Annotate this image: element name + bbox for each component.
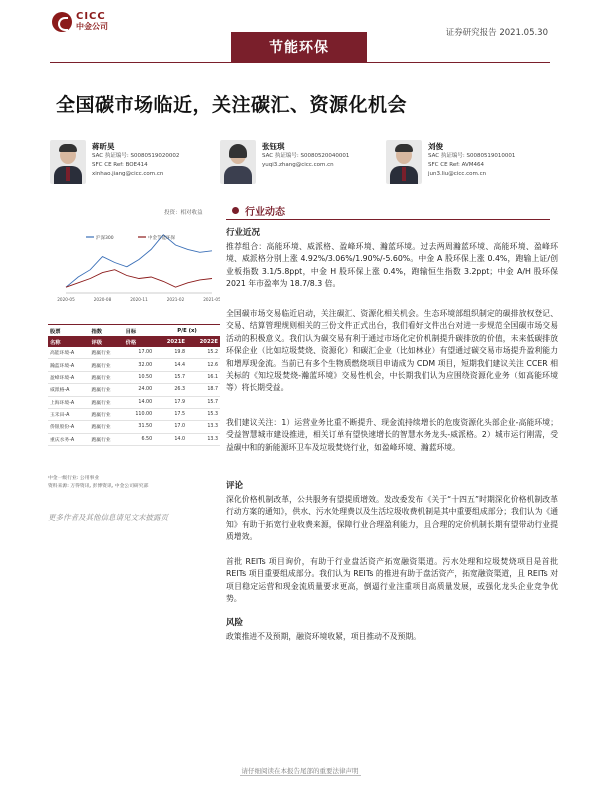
table-cell: 侨银股份-A xyxy=(48,421,89,433)
table-cell: 15.2 xyxy=(187,347,220,359)
analyst-sfc: SFC CE Ref: AVM464 xyxy=(428,162,485,168)
table-cell: 盈峰环境-A xyxy=(48,371,89,383)
table-note: 中金一级行业: 公用事业 xyxy=(48,476,100,481)
table-cell: 15.3 xyxy=(187,408,220,420)
analyst-sac: SAC 执证编号: S0080519010001 xyxy=(428,153,516,159)
analyst-card xyxy=(50,140,179,184)
analyst-card xyxy=(220,140,349,184)
analyst-sac: SAC 执证编号: S0080520040001 xyxy=(262,153,350,159)
table-cell: 17.00 xyxy=(124,347,155,359)
stock-table xyxy=(48,324,220,446)
table-cell: 18.7 xyxy=(187,384,220,396)
footer-text: 请仔细阅读在本报告尾部的重要法律声明 xyxy=(241,767,359,775)
section-header xyxy=(232,203,285,218)
cicc-logo xyxy=(52,12,108,32)
table-cell: 威派格-A xyxy=(48,384,89,396)
chart-x-tick-label: 2020-05 xyxy=(57,297,75,302)
chart-x-tick-label: 2020-11 xyxy=(130,297,148,302)
table-cell: 31.50 xyxy=(124,421,155,433)
table-cell: 17.9 xyxy=(154,396,187,408)
table-header: 目标 xyxy=(124,325,155,337)
table-row xyxy=(48,359,220,371)
analyst-name: 刘俊 xyxy=(428,142,443,151)
paragraph-pricing-reform: 深化价格机制改革，公共服务有望提质增效。发改委发布《关于“十四五”时期深化价格机制改革行动方案的通知》，供水、污水处理费以及生活垃圾收费机制是其中重要组成部分；我们认为《通知》有助于拓宽行业收费来源，保障行业合理盈利能力，且合理的定价机制长期有望带动行业提质增效。 xyxy=(226,495,558,542)
table-cell: 跑赢行业 xyxy=(89,359,123,371)
analyst-name: 蒋昕昊 xyxy=(92,142,115,151)
table-cell: 15.7 xyxy=(154,371,187,383)
chart-legend-label: 沪深300 xyxy=(96,236,114,241)
more-info-link[interactable]: 更多作者及其他信息请见文末披露页 xyxy=(48,513,168,522)
table-row xyxy=(48,433,220,445)
logo-en: CICC xyxy=(76,11,106,22)
performance-chart-svg xyxy=(52,215,220,305)
chart-x-tick-label: 2021-05 xyxy=(203,297,220,302)
table-row xyxy=(48,408,220,420)
analyst-sfc: SFC CE Ref: BOE414 xyxy=(92,162,148,168)
table-row xyxy=(48,421,220,433)
analyst-email: xinhao.jiang@cicc.com.cn xyxy=(92,171,164,177)
table-cell: 跑赢行业 xyxy=(89,371,123,383)
table-cell: 重庆水务-A xyxy=(48,433,89,445)
table-cell: 24.00 xyxy=(124,384,155,396)
heading-comment: 评论 xyxy=(226,481,244,491)
analyst-card xyxy=(386,140,515,184)
table-header: 评级 xyxy=(89,336,123,347)
table-cell: 跑赢行业 xyxy=(89,421,123,433)
table-row xyxy=(48,384,220,396)
chart-x-tick-label: 2020-08 xyxy=(93,297,112,302)
paragraph-portfolio: 推荐组合：高能环境、威派格、盈峰环境、瀚蓝环境。过去两周瀚蓝环境、高能环境、盈峰环境、威派格分别上涨 4.92%/3.06%/1.90%/-5.60%。中金 A 股环保上涨 0.4%，跑输上证/创业板指数 3.1/5.8ppt，中金 H 股环保上涨 0.4%，跑输恒生指数 3.2ppt；中金 A/H 股环保 2021 年市盈率为 18.7/8.3 倍。 xyxy=(226,242,558,289)
table-cell: 跑赢行业 xyxy=(89,433,123,445)
footer-disclaimer xyxy=(0,766,600,775)
table-cell: 12.6 xyxy=(187,359,220,371)
table-notes xyxy=(48,475,220,491)
analyst-photo xyxy=(386,140,422,184)
table-cell: 16.1 xyxy=(187,371,220,383)
table-cell: 13.3 xyxy=(187,421,220,433)
table-cell: 17.0 xyxy=(154,421,187,433)
table-cell: 14.4 xyxy=(154,359,187,371)
table-header: 指数 xyxy=(89,325,123,337)
header-divider xyxy=(50,62,550,63)
chart-x-tick-label: 2021-02 xyxy=(166,297,185,302)
section-divider xyxy=(226,219,550,220)
table-cell: 玉禾田-A xyxy=(48,408,89,420)
table-cell: 110.00 xyxy=(124,408,155,420)
table-cell: 高能环境-A xyxy=(48,347,89,359)
table-row xyxy=(48,347,220,359)
chart-note: 投资：相对收益 xyxy=(164,210,203,216)
heading-risk: 风险 xyxy=(226,618,244,628)
table-cell: 19.8 xyxy=(154,347,187,359)
paragraph-recommendation: 我们建议关注：1）运营业务比重不断提升、现金流持续增长的危废资源化头部企业-高能环境；受益智慧城市建设推进，相关订单有望快速增长的智慧水务龙头-威派格。2）城市运行刚需，受益碳中和的新能源环卫车及垃圾焚烧行业，如盈峰环境、瀚蓝环境。 xyxy=(226,418,558,452)
section-bullet-icon xyxy=(232,207,239,214)
analyst-photo xyxy=(50,140,86,184)
logo-cn: 中金公司 xyxy=(76,22,108,31)
table-cell: 瀚蓝环境-A xyxy=(48,359,89,371)
sector-tag: 节能环保 xyxy=(231,32,367,62)
section-title: 行业动态 xyxy=(245,207,285,218)
table-row xyxy=(48,371,220,383)
table-cell: 14.00 xyxy=(124,396,155,408)
table-header: 价格 xyxy=(124,336,155,347)
chart-series-line xyxy=(66,270,212,288)
table-header: 股票 xyxy=(48,325,89,337)
table-header: 2021E xyxy=(154,336,187,347)
table-cell: 跑赢行业 xyxy=(89,347,123,359)
table-cell: 17.5 xyxy=(154,408,187,420)
report-title: 全国碳市场临近，关注碳汇、资源化机会 xyxy=(56,94,408,116)
paragraph-reits: 首批 REITs 项目询价，有助于行业盘活资产拓宽融资渠道。污水处理和垃圾焚烧项目是首批 REITs 项目重要组成部分。我们认为 REITs 的推进有助于盘活资产，拓宽融资渠道，且 REITs 对项目稳定运营和现金流质量要求更高，倒逼行业注重项目高质量发展，或强化龙头企业竞争优势。 xyxy=(226,557,558,604)
analyst-name: 张钰琪 xyxy=(262,142,285,151)
table-row xyxy=(48,396,220,408)
table-cell: 32.00 xyxy=(124,359,155,371)
chart-legend-label: 中金节能环保 xyxy=(148,236,175,241)
table-cell: 上海环境-A xyxy=(48,396,89,408)
cicc-logo-icon xyxy=(52,12,72,32)
table-cell: 跑赢行业 xyxy=(89,396,123,408)
paragraph-carbon-market: 全国碳市场交易临近启动，关注碳汇、资源化相关机会。生态环境部组织制定的碳排放权登记、交易、结算管理规则相关的三份文件正式出台，我们看好文件出台对进一步规范全国碳市场交易活动的积极意义。我们认为碳交易有利于通过市场化定价机制提升碳排放的价值，未来低碳排放环保企业（比如垃圾焚烧、资源化）和碳汇企业（比如林业）有望通过碳交易市场提升盈利能力和增厚现金流。当前已有多个生物质燃烧项目申请成为 CDM 项目，短期我们建议关注 CCER 相关标的《知垃圾焚烧-瀚蓝环境》交易性机会，中长期我们认为应围绕资源化业务（如高能环境等）将长期受益。 xyxy=(226,309,558,393)
analyst-email: jun3.liu@cicc.com.cn xyxy=(428,171,487,177)
performance-chart xyxy=(52,215,220,305)
report-date: 证券研究报告 2021.05.30 xyxy=(445,28,548,38)
table-cell: 26.3 xyxy=(154,384,187,396)
table-cell: 15.7 xyxy=(187,396,220,408)
table-header: P/E (x) xyxy=(154,325,220,337)
table-header: 名称 xyxy=(48,336,89,347)
paragraph-risk: 政策推进不及预期，融资环境收紧，项目推动不及预期。 xyxy=(226,632,421,641)
analyst-sac: SAC 执证编号: S0080519020002 xyxy=(92,153,180,159)
heading-recent: 行业近况 xyxy=(226,228,261,238)
table-source: 资料来源: 万得资讯, 彭博资讯, 中金公司研究部 xyxy=(48,484,149,489)
table-cell: 跑赢行业 xyxy=(89,408,123,420)
table-cell: 14.0 xyxy=(154,433,187,445)
table-cell: 10.50 xyxy=(124,371,155,383)
analyst-photo xyxy=(220,140,256,184)
table-cell: 6.50 xyxy=(124,433,155,445)
table-cell: 跑赢行业 xyxy=(89,384,123,396)
table-cell: 13.3 xyxy=(187,433,220,445)
analyst-email: yuqi3.zhang@cicc.com.cn xyxy=(262,162,334,168)
table-header: 2022E xyxy=(187,336,220,347)
